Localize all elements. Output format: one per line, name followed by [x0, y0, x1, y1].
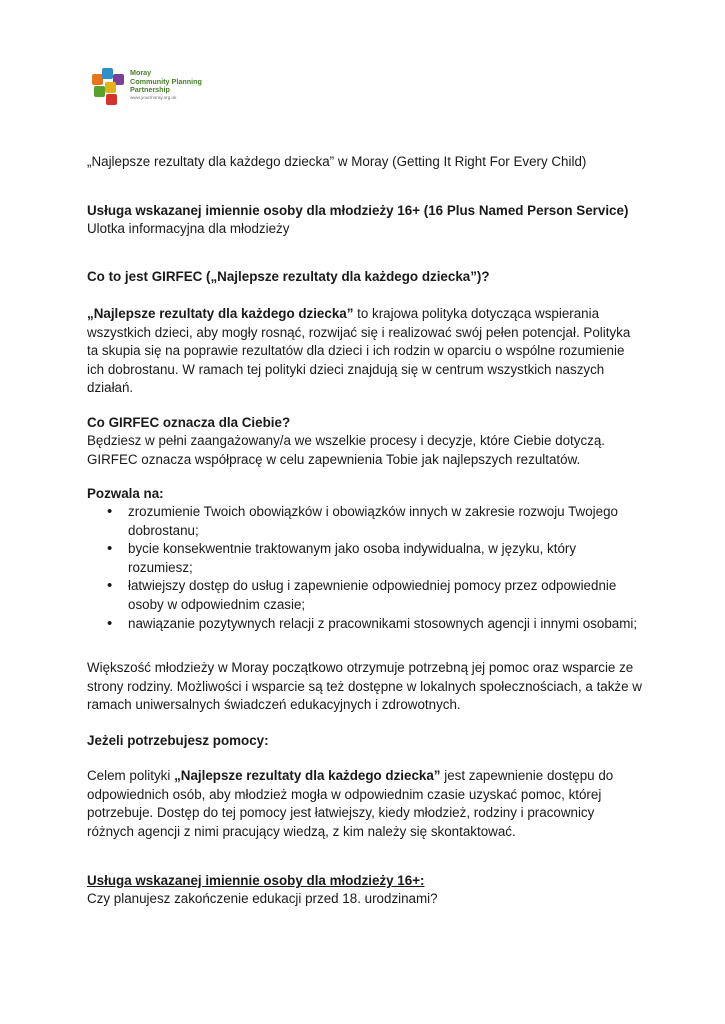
service-subtitle: Ulotka informacyjna dla młodzieży	[87, 221, 290, 236]
what-text: to krajowa polityka dotycząca wspierania wszystkich dzieci, aby mogły rosnąć, rozwijać się i realizować swój pełen potencjał. Polityka ta skupia się na poprawie rezultatów dla dzieci i ich rodzin w oparciu o wspólne rozumienie ich dobrostanu. W ramach tej polityki dzieci znajdują się w centrum wszystkich naszych działań.	[87, 306, 631, 396]
service-heading: Usługa wskazanej imiennie osoby dla młodzieży 16+:	[87, 873, 425, 888]
help-bold: „Najlepsze rezultaty dla każdego dziecka”	[174, 768, 441, 783]
majority-paragraph: Większość młodzieży w Moray początkowo otrzymuje potrzebną jej pomoc oraz wsparcie ze strony rodziny. Możliwości i wsparcie są też dostępne w lokalnych społecznościach, a także w ramach uniwersalnych świadczeń edukacyjnych i zdrowotnych.	[87, 660, 642, 713]
logo-url: www.yourmoray.org.uk	[130, 94, 177, 100]
puzzle-piece-red	[106, 94, 117, 105]
what-heading: Co to jest GIRFEC („Najlepsze rezultaty dla każdego dziecka”)?	[87, 269, 490, 284]
means-heading: Co GIRFEC oznacza dla Ciebie?	[87, 415, 291, 430]
puzzle-piece-orange	[92, 74, 103, 85]
allows-list	[87, 503, 642, 633]
list-item: • zrozumienie Twoich obowiązków i obowiązków innych w zakresie rozwoju Twojego dobrostanu;	[87, 503, 642, 540]
service-title: Usługa wskazanej imiennie osoby dla młodzieży 16+ (16 Plus Named Person Service)	[87, 203, 629, 218]
logo-line-1: Moray	[130, 68, 152, 77]
allows-heading: Pozwala na:	[87, 486, 164, 501]
list-item: • nawiązanie pozytywnych relacji z pracownikami stosownych agencji i innymi osobami;	[87, 615, 642, 634]
help-heading: Jeżeli potrzebujesz pomocy:	[87, 733, 269, 748]
puzzle-piece-blue	[102, 68, 113, 79]
what-paragraph	[87, 305, 642, 398]
logo-line-3: Partnership	[130, 85, 170, 95]
means-paragraph: Będziesz w pełni zaangażowany/a we wszelkie procesy i decyzje, które Ciebie dotyczą. GIRFEC oznacza współpracę w celu zapewnienia Tobie jak najlepszych rezultatów.	[87, 433, 606, 467]
list-item: • bycie konsekwentnie traktowanym jako osoba indywidualna, w języku, który rozumiesz;	[87, 540, 642, 577]
logo-line-2: Community Planning	[130, 76, 202, 86]
help-paragraph	[87, 767, 642, 841]
service-question: Czy planujesz zakończenie edukacji przed 18. urodzinami?	[87, 891, 438, 906]
help-pre: Celem polityki	[87, 768, 175, 783]
list-item: • łatwiejszy dostęp do usług i zapewnienie odpowiedniej pomocy przez odpowiednie osoby w odpowiednim czasie;	[87, 577, 642, 614]
moray-cpp-logo	[90, 66, 230, 110]
puzzle-logo-icon	[90, 66, 128, 108]
what-bold: „Najlepsze rezultaty dla każdego dziecka”	[87, 306, 354, 321]
header-line: „Najlepsze rezultaty dla każdego dziecka” w Moray (Getting It Right For Every Child)	[87, 154, 587, 169]
puzzle-piece-yellow	[105, 82, 116, 93]
help-text: jest zapewnienie dostępu do odpowiednich osób, aby młodzież mogła w odpowiednim czasie uzyskać pomoc, której potrzebuje. Dostęp do tej pomocy jest łatwiejszy, kiedy młodzież, rodziny i pracownicy różnych agencji z nimi pracujący wiedzą, z kim należy się skontaktować.	[87, 768, 614, 839]
puzzle-piece-purple	[94, 86, 105, 97]
logo-text	[130, 69, 202, 101]
